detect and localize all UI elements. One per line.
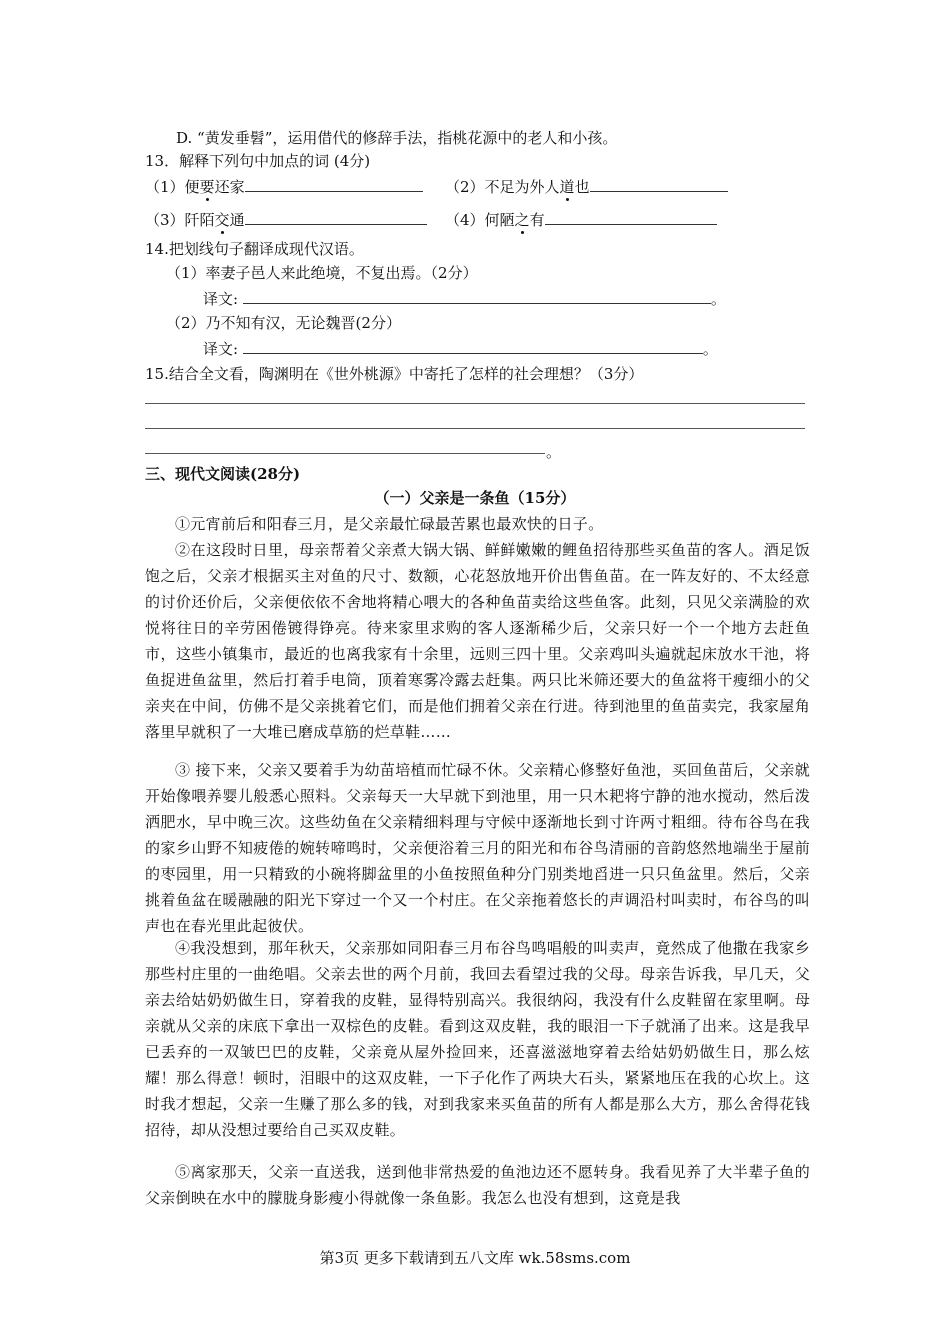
q13-answer-blank-2[interactable]	[590, 175, 728, 192]
q14-title: 14.把划线句子翻译成现代汉语。	[145, 240, 364, 258]
translation-label-2: 译文:	[203, 340, 239, 358]
q13-title: 13．解释下列句中加点的词 (4分)	[145, 152, 371, 170]
q13-item-3-prefix: （3）阡陌	[145, 211, 215, 229]
passage-title: （一）父亲是一条鱼（15分）	[374, 489, 576, 507]
q13-item-4-prefix: （4）何陋	[445, 211, 515, 229]
q14-translation-2	[203, 337, 718, 360]
q13-item-1-dotted-char: 要	[199, 178, 215, 196]
paragraph-4: ④我没想到，那年秋天，父亲那如同阳春三月布谷鸟鸣唱般的叫卖声，竟然成了他撒在我家乡那些村庄里的一曲绝唱。父亲去世的两个月前，我回去看望过我的父母。母亲告诉我，早几天，父亲去给姑奶奶做生日，穿着我的皮鞋，显得特别高兴。我很纳闷，我没有什么皮鞋留在家里啊。母亲就从父亲的床底下拿出一双棕色的皮鞋。看到这双皮鞋，我的眼泪一下子就涌了出来。这是我早已丢弃的一双皱巴巴的皮鞋，父亲竟从屋外捡回来，还喜滋滋地穿着去给姑奶奶做生日，那么炫耀！那么得意！顿时，泪眼中的这双皮鞋，一下子化作了两块大石头，紧紧地压在我的心坎上。这时我才想起，父亲一生赚了那么多的钱，对到我家来买鱼苗的所有人都是那么大方，那么舍得花钱招待，却从没想过要给自己买双皮鞋。	[145, 939, 810, 1139]
q14-translation-blank-1[interactable]	[243, 287, 711, 304]
q13-item-4	[445, 208, 717, 231]
translation-label-1: 译文:	[203, 290, 239, 308]
q13-answer-blank-3[interactable]	[245, 208, 427, 225]
paragraph-1: ①元宵前后和阳春三月，是父亲最忙碌最苦累也最欢快的日子。	[175, 515, 604, 533]
q14-translation-1	[203, 287, 726, 310]
paragraph-5: ⑤离家那天，父亲一直送我，送到他非常热爱的鱼池边还不愿转身。我看见养了大半辈子鱼的父亲倒映在水中的朦胧身影瘦小得就像一条鱼影。我怎么也没有想到，这竟是我	[145, 1163, 810, 1207]
answer-line-1[interactable]	[145, 403, 805, 404]
q13-item-2	[445, 175, 728, 198]
q13-item-3-suffix: 通	[229, 211, 245, 229]
q14-sentence-2: （2）乃不知有汉，无论魏晋(2分）	[166, 314, 401, 332]
q13-item-4-dotted-char: 之	[514, 211, 530, 229]
q13-item-2-suffix: 也	[574, 178, 590, 196]
q13-answer-blank-4[interactable]	[545, 208, 717, 225]
section-title: 三、现代文阅读(28分)	[145, 465, 301, 483]
answer-period: 。	[546, 443, 562, 461]
q13-item-4-suffix: 有	[529, 211, 545, 229]
q13-item-1-prefix: （1）便	[145, 178, 200, 196]
q13-item-3	[145, 208, 427, 231]
q12-option-d: D. “黄发垂髫”，运用借代的修辞手法，指桃花源中的老人和小孩。	[176, 129, 618, 147]
q13-item-1	[145, 175, 423, 198]
paragraph-2: ②在这段时日里，母亲帮着父亲煮大锅大锅、鲜鲜嫩嫩的鲤鱼招待那些买鱼苗的客人。酒足饭饱之后，父亲才根据买主对鱼的尺寸、数额，心花怒放地开价出售鱼苗。在一阵友好的、不太经意的讨价还价后，父亲便依依不舍地将精心喂大的各种鱼苗卖给这些鱼客。此刻，只见父亲满脸的欢悦将往日的辛劳困倦镀得铮亮。待来家里求购的客人逐渐稀少后，父亲只好一个一个地方去赶鱼市，这些小镇集市，最近的也离我家有十余里，远则三四十里。父亲鸡叫头遍就起床放水干池，将鱼捉进鱼盆里，然后打着手电筒，顶着寒雾冷露去赶集。两只比米筛还要大的鱼盆将干瘦细小的父亲夹在中间，仿佛不是父亲挑着它们，而是他们拥着父亲在行进。待到池里的鱼苗卖完，我家屋角落里早就积了一大堆已磨成草筋的烂草鞋……	[145, 541, 810, 741]
paragraph-3: ③ 接下来，父亲又要着手为幼苗培植而忙碌不休。父亲精心修整好鱼池，买回鱼苗后，父亲就开始像喂养婴儿般悉心照料。父亲每天一大早就下到池里，用一只木耙将宁静的池水搅动，然后泼洒肥水，早中晚三次。这些幼鱼在父亲精细料理与守候中逐渐地长到寸许两寸粗细。待布谷鸟在我的家乡山野不知疲倦的婉转啼鸣时，父亲便浴着三月的阳光和布谷鸟清丽的音韵悠然地端坐于屋前的枣园里，用一只精致的小碗将脚盆里的小鱼按照鱼种分门别类地舀进一只只鱼盆里。然后，父亲挑着鱼盆在暖融融的阳光下穿过一个又一个村庄。在父亲拖着悠长的声调沿村叫卖时，布谷鸟的叫声也在春光里此起彼伏。	[145, 761, 810, 935]
q13-item-3-dotted-char: 交	[214, 211, 230, 229]
q13-answer-blank-1[interactable]	[245, 175, 423, 192]
q14-translation-blank-2[interactable]	[243, 337, 703, 354]
q15-title: 15.结合全文看，陶渊明在《世外桃源》中寄托了怎样的社会理想？（3分）	[145, 365, 644, 383]
answer-line-2[interactable]	[145, 428, 805, 429]
period-2: 。	[702, 340, 718, 358]
q13-item-2-dotted-char: 道	[559, 178, 575, 196]
answer-line-3[interactable]	[145, 453, 545, 454]
q13-item-2-prefix: （2）不足为外人	[445, 178, 560, 196]
page-footer: 第3页 更多下载请到五八文库 wk.58sms.com	[319, 1249, 631, 1267]
period-1: 。	[710, 290, 726, 308]
q13-item-1-suffix: 还家	[214, 178, 245, 196]
q14-sentence-1: （1）率妻子邑人来此绝境，不复出焉。（2分）	[166, 264, 478, 282]
